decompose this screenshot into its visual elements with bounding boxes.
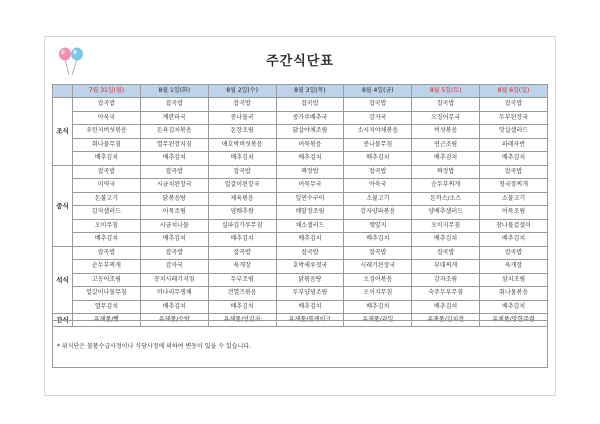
menu-item: 돈장조림 <box>208 125 276 139</box>
menu-item: 호박새우젓국 <box>276 260 344 274</box>
menu-item: 배추김치 <box>140 233 208 247</box>
notice-box <box>52 320 548 368</box>
menu-item: 시래기된장국 <box>344 260 412 274</box>
menu-item: 오징어볶음 <box>344 273 412 287</box>
menu-item: 어묵조림 <box>480 206 548 220</box>
day-header: 8월 6일(일) <box>480 85 548 98</box>
menu-item: 오이지무침 <box>412 219 480 233</box>
menu-item: 유제품/언감자 <box>208 314 276 327</box>
menu-item: 아욱국 <box>73 111 141 125</box>
meal-label: 석식 <box>53 246 73 314</box>
menu-item: 돈불고기 <box>73 192 141 206</box>
menu-item: 닭살야채조림 <box>276 125 344 139</box>
notice-text: * 위식단은 물품수급사정이나 식당사정에 의하여 변동이 있을 수 있습니다. <box>57 343 252 350</box>
menu-item: 돈까스/소스 <box>412 192 480 206</box>
menu-item: 유제품/빵 <box>73 314 141 327</box>
menu-item: 파래자반 <box>480 138 548 152</box>
menu-row <box>53 233 548 247</box>
menu-item: 어묵무국 <box>276 179 344 193</box>
menu-item: 연근조림 <box>412 138 480 152</box>
menu-row <box>53 192 548 206</box>
corner-cell <box>53 85 73 98</box>
menu-item: 잡곡밥 <box>140 98 208 112</box>
menu-item: 잡곡밥 <box>276 246 344 260</box>
menu-item: 잡곡밥 <box>73 246 141 260</box>
menu-item: 잡곡밥 <box>208 246 276 260</box>
day-header: 8월 3일(목) <box>276 85 344 98</box>
menu-item: 짜장밥 <box>276 165 344 179</box>
menu-item: 배추김치 <box>276 233 344 247</box>
menu-item: 견열즈볶음 <box>208 287 276 301</box>
menu-item: 미나리무생채 <box>140 287 208 301</box>
menu-item: 배추김치 <box>276 300 344 314</box>
meal-label: 간식 <box>53 314 73 327</box>
menu-item: 유제품/김치전 <box>412 314 480 327</box>
menu-item: 배추김치 <box>73 152 141 166</box>
menu-item: 잡곡밥 <box>140 165 208 179</box>
menu-item: 감자국 <box>344 111 412 125</box>
menu-item: 배추김치 <box>208 152 276 166</box>
menu-item: 배추김치 <box>480 233 548 247</box>
menu-item: 콩나물국 <box>208 111 276 125</box>
menu-item: 콩가루배추국 <box>276 111 344 125</box>
menu-item: 얼갈이된장국 <box>208 179 276 193</box>
menu-item: 우린지버섯볶음 <box>73 125 141 139</box>
menu-item: 취나물무침 <box>73 138 141 152</box>
menu-row <box>53 206 548 220</box>
menu-row <box>53 125 548 139</box>
menu-item: 꽁치시래기지짐 <box>140 273 208 287</box>
menu-item: 배추김치 <box>412 152 480 166</box>
menu-item: 두부양념조림 <box>276 287 344 301</box>
page-title: 주간식단표 <box>266 54 334 69</box>
menu-item: 고등어조림 <box>73 273 141 287</box>
menu-item: 잡곡밥 <box>344 165 412 179</box>
menu-item: 배추김치 <box>208 300 276 314</box>
weekly-menu-table <box>52 84 548 327</box>
menu-item: 맛살샐러드 <box>480 125 548 139</box>
menu-item: 오이무침 <box>73 219 141 233</box>
day-header: 8월 1일(화) <box>140 85 208 98</box>
day-header: 8월 4일(금) <box>344 85 412 98</box>
menu-item: 계란파국 <box>140 111 208 125</box>
menu-item: 두부된장국 <box>480 111 548 125</box>
menu-item: 청국장찌개 <box>480 179 548 193</box>
menu-item: 유제품/망한주렴 <box>480 314 548 327</box>
menu-item: 소시지야채볶음 <box>344 125 412 139</box>
menu-item: 취나물볶음 <box>480 287 548 301</box>
menu-item: 잡곡밥 <box>344 246 412 260</box>
menu-item: 잡곡밥 <box>140 246 208 260</box>
menu-row <box>53 260 548 274</box>
menu-item: 배추김치 <box>140 152 208 166</box>
menu-item: 배추김치 <box>208 233 276 247</box>
menu-table-header <box>53 85 548 98</box>
menu-item: 배추김치 <box>412 300 480 314</box>
menu-item: 채소샐러드 <box>276 219 344 233</box>
menu-item: 삼치조림 <box>480 273 548 287</box>
day-header-row <box>53 85 548 98</box>
menu-item: 육개장 <box>208 260 276 274</box>
menu-item: 감자조림 <box>412 273 480 287</box>
menu-item: 실파김가루무침 <box>208 219 276 233</box>
menu-item: 소불고기 <box>344 192 412 206</box>
menu-row <box>53 287 548 301</box>
menu-item: 양배추샐러드 <box>412 206 480 220</box>
menu-item: 배추김치 <box>140 300 208 314</box>
menu-row <box>53 219 548 233</box>
menu-item: 순두부찌개 <box>412 179 480 193</box>
menu-item: 열무김치 <box>73 300 141 314</box>
meal-label: 중식 <box>53 165 73 246</box>
menu-row <box>53 138 548 152</box>
menu-item: 깻잎지 <box>344 219 412 233</box>
menu-item: 배추김치 <box>73 233 141 247</box>
menu-item: 배추김치 <box>276 152 344 166</box>
menu-item: 시금치된장국 <box>140 179 208 193</box>
menu-item: 감자양파볶음 <box>344 206 412 220</box>
menu-item: 잡곡밥 <box>480 246 548 260</box>
menu-item: 미역국 <box>73 179 141 193</box>
menu-item: 오징어무국 <box>412 111 480 125</box>
menu-item: 닭볶음탕 <box>140 192 208 206</box>
menu-item: 어묵조림 <box>140 206 208 220</box>
menu-item: 배추김치 <box>480 152 548 166</box>
menu-item: 얼갈이나물무침 <box>73 287 141 301</box>
menu-item: 잡곡밥 <box>412 246 480 260</box>
menu-table-body <box>53 98 548 327</box>
menu-item: 잡곡밥 <box>276 98 344 112</box>
menu-item: 버섯볶음 <box>412 125 480 139</box>
menu-item: 콩나물무침 <box>344 138 412 152</box>
menu-row <box>53 273 548 287</box>
day-header: 8월 5일(토) <box>412 85 480 98</box>
menu-item: 잡곡밥 <box>208 165 276 179</box>
menu-row <box>53 152 548 166</box>
day-header: 8월 2일(수) <box>208 85 276 98</box>
menu-item: 잡곡밥 <box>344 98 412 112</box>
menu-item: 유제품/수박 <box>140 314 208 327</box>
menu-row <box>53 165 548 179</box>
menu-item: 배추김치 <box>480 300 548 314</box>
menu-item: 두부조림 <box>208 273 276 287</box>
menu-item: 잎연수구이 <box>276 192 344 206</box>
menu-row <box>53 98 548 112</box>
menu-item: 메알장조림 <box>276 206 344 220</box>
menu-item: 배추김치 <box>412 233 480 247</box>
menu-item: 짜장밥 <box>412 165 480 179</box>
menu-item: 오이지무침 <box>344 287 412 301</box>
menu-item: 감자국 <box>140 260 208 274</box>
menu-item: 육개장 <box>480 260 548 274</box>
menu-item: 감자샐러드 <box>73 206 141 220</box>
menu-item: 닭볶음탕 <box>276 273 344 287</box>
menu-item: 참나물겉절이 <box>480 219 548 233</box>
menu-item: 배추김치 <box>344 233 412 247</box>
menu-row <box>53 111 548 125</box>
menu-item: 부대찌개 <box>412 260 480 274</box>
menu-item: 잡곡밥 <box>480 98 548 112</box>
menu-item: 양배추쌈 <box>208 206 276 220</box>
menu-row <box>53 246 548 260</box>
day-header: 7월 31일(월) <box>73 85 141 98</box>
menu-item: 잡곡밥 <box>208 98 276 112</box>
menu-item: 잡곡밥 <box>412 98 480 112</box>
menu-row <box>53 179 548 193</box>
meal-label: 조식 <box>53 98 73 166</box>
menu-item: 잡곡밥 <box>480 165 548 179</box>
menu-item: 애호박버섯볶음 <box>208 138 276 152</box>
menu-item: 시금치나물 <box>140 219 208 233</box>
menu-item: 어묵볶음 <box>276 138 344 152</box>
menu-item: 숙주두부무침 <box>412 287 480 301</box>
menu-row <box>53 300 548 314</box>
menu-item: 유제품/롤케이크 <box>276 314 344 327</box>
menu-item: 잡곡밥 <box>73 165 141 179</box>
menu-item: 돈육김치볶음 <box>140 125 208 139</box>
menu-item: 배추김치 <box>344 300 412 314</box>
menu-item: 잡곡밥 <box>73 98 141 112</box>
menu-item: 순두부찌개 <box>73 260 141 274</box>
menu-item: 제육볶음 <box>208 192 276 206</box>
menu-item: 배추김치 <box>344 152 412 166</box>
menu-item: 유제품/과일 <box>344 314 412 327</box>
menu-item: 아욱국 <box>344 179 412 193</box>
menu-item: 열무된장지짐 <box>140 138 208 152</box>
menu-item: 소불고기 <box>480 192 548 206</box>
